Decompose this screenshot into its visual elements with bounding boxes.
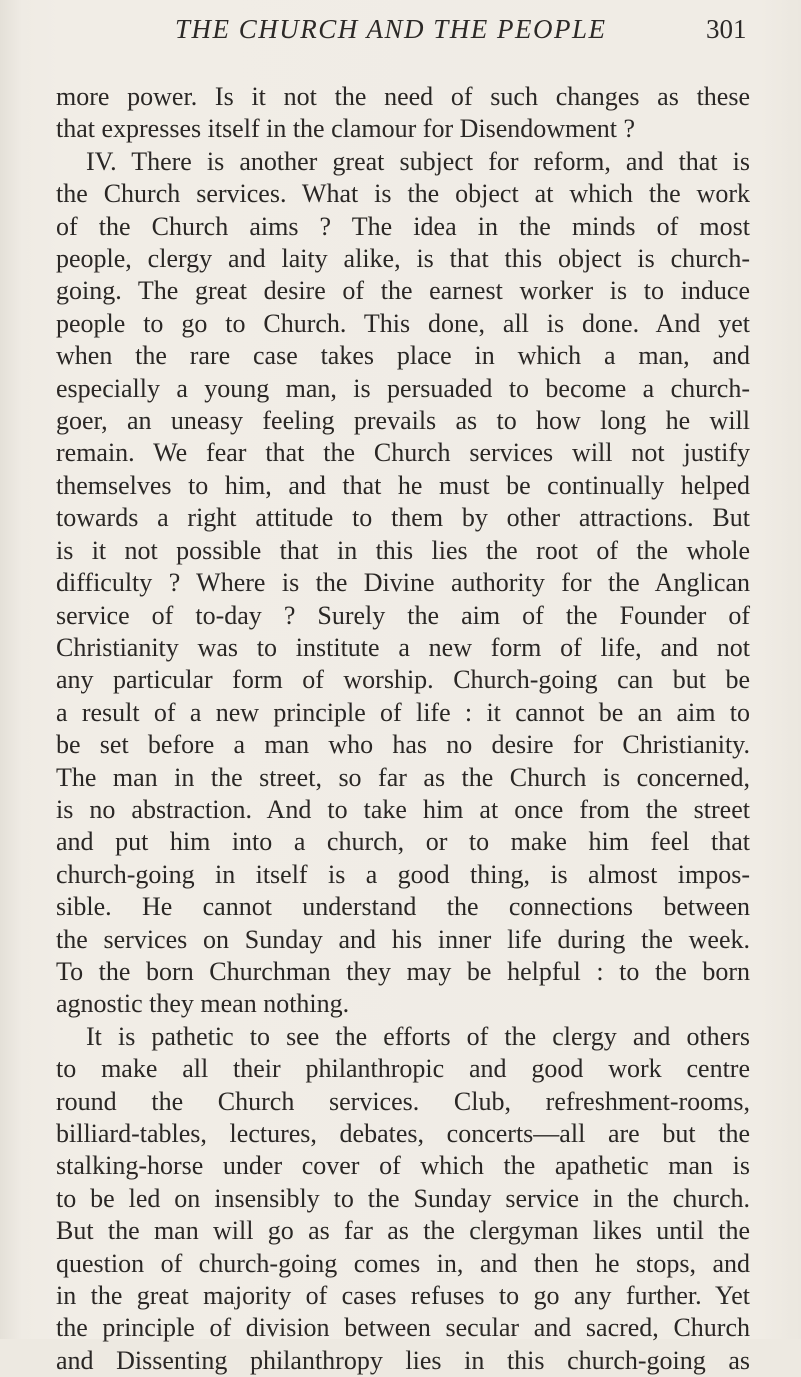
text-line: question of church-going comes in, and then he stops, and bbox=[56, 1248, 750, 1278]
text-line: when the rare case takes place in which a man, and bbox=[56, 341, 750, 371]
text-line: is no abstraction. And to take him at once from the street bbox=[56, 794, 750, 824]
text-line: a result of a new principle of life : it cannot be an aim to bbox=[56, 697, 750, 727]
body-text bbox=[56, 81, 750, 1377]
text-line: To the born Churchman they may be helpful : to the born bbox=[56, 956, 750, 986]
text-line: IV. There is another great subject for reform, and that is bbox=[86, 146, 750, 176]
text-line: people, clergy and laity alike, is that this object is church- bbox=[56, 244, 750, 274]
text-line: to be led on insensibly to the Sunday service in the church. bbox=[56, 1183, 750, 1213]
text-line: of the Church aims ? The idea in the minds of most bbox=[56, 211, 750, 241]
text-line: church-going in itself is a good thing, is almost impos- bbox=[56, 859, 750, 889]
text-line: any particular form of worship. Church-going can but be bbox=[56, 665, 750, 695]
text-line: and Dissenting philanthropy lies in this church-going as bbox=[56, 1345, 750, 1375]
text-line: in the great majority of cases refuses to go any further. Yet bbox=[56, 1281, 750, 1311]
text-line: Christianity was to institute a new form of life, and not bbox=[56, 632, 750, 662]
text-line: remain. We fear that the Church services will not justify bbox=[56, 438, 750, 468]
text-line: that expresses itself in the clamour for Disendowment ? bbox=[56, 114, 636, 144]
text-line: towards a right attitude to them by other attractions. But bbox=[56, 503, 750, 533]
page-number: 301 bbox=[706, 14, 747, 44]
text-line: to make all their philanthropic and good work centre bbox=[56, 1054, 750, 1084]
text-line: the services on Sunday and his inner life during the week. bbox=[56, 924, 750, 954]
text-line: the Church services. What is the object at which the work bbox=[56, 179, 750, 209]
text-line: and put him into a church, or to make him feel that bbox=[56, 827, 750, 857]
text-line: goer, an uneasy feeling prevails as to how long he will bbox=[56, 406, 750, 436]
text-line: is it not possible that in this lies the root of the whole bbox=[56, 535, 750, 565]
text-line: But the man will go as far as the clergyman likes until the bbox=[56, 1216, 750, 1246]
text-line: agnostic they mean nothing. bbox=[56, 989, 350, 1019]
text-line: sible. He cannot understand the connections between bbox=[56, 892, 750, 922]
running-head bbox=[0, 14, 801, 54]
text-line: the principle of division between secular and sacred, Church bbox=[56, 1313, 750, 1343]
text-line: be set before a man who has no desire for Christianity. bbox=[56, 730, 750, 760]
text-line: people to go to Church. This done, all is done. And yet bbox=[56, 308, 750, 338]
text-line: It is pathetic to see the efforts of the clergy and others bbox=[86, 1021, 750, 1051]
text-line: themselves to him, and that he must be continually helped bbox=[56, 470, 750, 500]
text-line: difficulty ? Where is the Divine authority for the Anglican bbox=[56, 568, 750, 598]
text-line: billiard-tables, lectures, debates, concerts—all are but the bbox=[56, 1119, 750, 1148]
text-line: going. The great desire of the earnest worker is to induce bbox=[56, 276, 750, 306]
text-line: round the Church services. Club, refreshment-rooms, bbox=[56, 1086, 750, 1116]
text-line: The man in the street, so far as the Church is concerned, bbox=[56, 762, 750, 792]
text-line: service of to-day ? Surely the aim of the Founder of bbox=[56, 600, 750, 630]
running-title: THE CHURCH AND THE PEOPLE bbox=[175, 14, 607, 44]
text-line: stalking-horse under cover of which the apathetic man is bbox=[56, 1151, 750, 1181]
text-line: more power. Is it not the need of such changes as these bbox=[56, 82, 750, 111]
text-line: especially a young man, is persuaded to become a church- bbox=[56, 373, 750, 403]
